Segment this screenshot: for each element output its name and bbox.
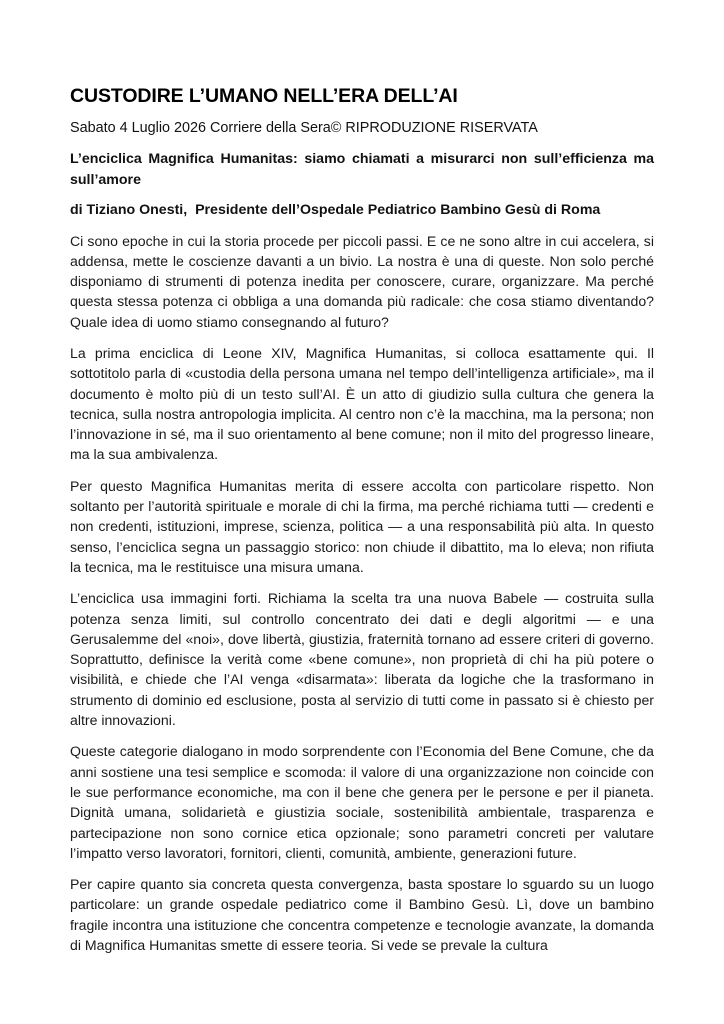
body-paragraph: Per questo Magnifica Humanitas merita di essere accolta con particolare rispetto. Non soltanto per l’autorità spirituale e morale di chi la firma, ma perché richiama tutti — credenti e non credenti, istituzioni, imprese, scienza, politica — a una responsabilità più alta. In questo senso, l’enciclica segna un passaggio storico: non chiude il dibattito, ma lo eleva; non rifiuta la tecnica, ma le restituisce una misura umana. (70, 477, 654, 575)
body-paragraph: La prima enciclica di Leone XIV, Magnifica Humanitas, si colloca esattamente qui. Il sottotitolo parla di «custodia della persona umana nel tempo dell’intelligenza artificiale», ma il documento è molto più di un testo sull’AI. È un atto di giudizio sulla cultura che genera la tecnica, sulla nostra antropologia implicita. Al centro non c’è la macchina, ma la persona; non l’innovazione in sé, ma il suo orientamento al bene comune; non il mito del progresso lineare, ma la sua ambivalenza. (70, 344, 654, 463)
body-paragraph: L’enciclica usa immagini forti. Richiama la scelta tra una nuova Babele — costruita sulla potenza senza limiti, sul controllo concentrato dei dati e degli algoritmi — e una Gerusalemme del «noi», dove libertà, giustizia, fraternità tornano ad essere criteri di governo. Soprattutto, definisce la verità come «bene comune», non proprietà di chi ha più potere o visibilità, e chiede che l’AI venga «disarmata»: liberata da logiche che la trasformano in strumento di dominio ed esclusione, posta al servizio di tutti come in passato si è chiesto per altre innovazioni. (70, 590, 654, 729)
body-paragraph: Queste categorie dialogano in modo sorprendente con l’Economia del Bene Comune, che da anni sostiene una tesi semplice e scomoda: il valore di una organizzazione non coincide con le sue performance economiche, ma con il bene che genera per le persone e per il pianeta. Dignità umana, solidarietà e giustizia sociale, sostenibilità ambientale, trasparenza e partecipazione non sono cornice etica opzionale; sono parametri concreti per valutare l’impatto verso lavoratori, fornitori, clienti, comunità, ambiente, generazioni future. (70, 743, 654, 861)
body-paragraph: Ci sono epoche in cui la storia procede per piccoli passi. E ce ne sono altre in cui accelera, si addensa, mette le coscienze davanti a un bivio. La nostra è una di queste. Non solo perché disponiamo di strumenti di potenza inedita per conoscere, curare, organizzare. Ma perché questa stessa potenza ci obbliga a una domanda più radicale: che cosa stiamo diventando? Quale idea di uomo stiamo consegnando al futuro? (70, 232, 654, 330)
article-title: CUSTODIRE L’UMANO NELL’ERA DELL’AI (70, 85, 458, 107)
article-subtitle: L’enciclica Magnifica Humanitas: siamo chiamati a misurarci non sull’efficienza ma sull’amore (70, 151, 654, 188)
article-dateline: Sabato 4 Luglio 2026 Corriere della Sera© RIPRODUZIONE RISERVATA (70, 120, 538, 136)
article-byline: di Tiziano Onesti, Presidente dell’Ospedale Pediatrico Bambino Gesù di Roma (70, 202, 601, 218)
document-page (70, 84, 654, 966)
body-paragraph: Per capire quanto sia concreta questa convergenza, basta spostare lo sguardo su un luogo particolare: un grande ospedale pediatrico come il Bambino Gesù. Lì, dove un bambino fragile incontra una istituzione che concentra competenze e tecnologie avanzate, la domanda di Magnifica Humanitas smette di essere teoria. Si vede se prevale la cultura (70, 876, 654, 953)
